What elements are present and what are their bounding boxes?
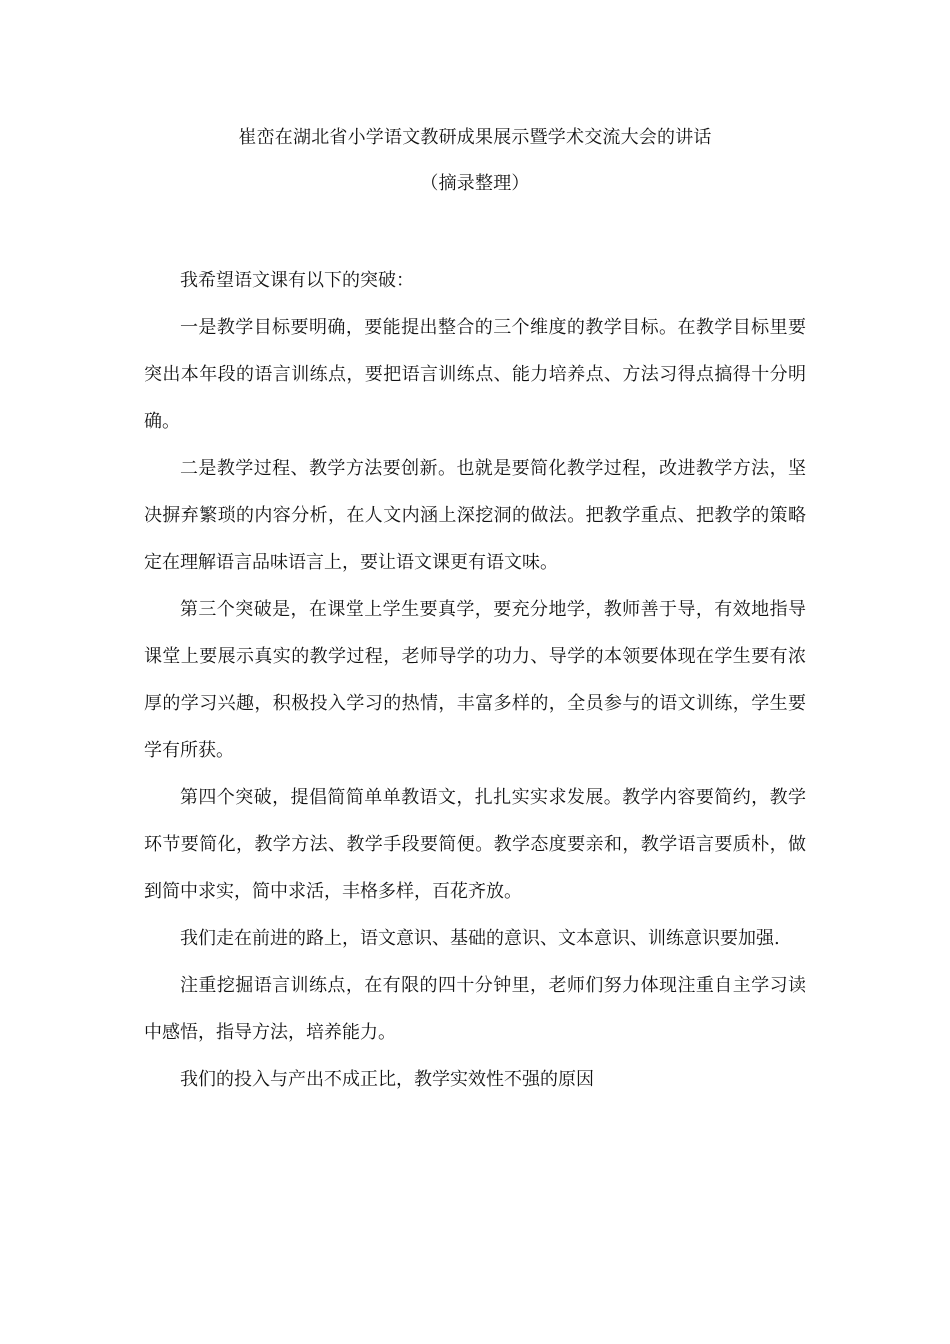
paragraph: 二是教学过程、教学方法要创新。也就是要简化教学过程，改进教学方法，坚决摒弃繁琐的内容分析，在人文内涵上深挖洞的做法。把教学重点、把教学的策略定在理解语言品味语言上，要让语文课更有语文味。	[144, 458, 806, 573]
paragraph: 我们的投入与产出不成正比，教学实效性不强的原因	[180, 1069, 594, 1090]
document-title: 崔峦在湖北省小学语文教研成果展示暨学术交流大会的讲话	[238, 127, 712, 148]
paragraph: 注重挖掘语言训练点，在有限的四十分钟里，老师们努力体现注重自主学习读中感悟，指导方法，培养能力。	[144, 975, 806, 1043]
paragraph: 第四个突破，提倡简简单单教语文，扎扎实实求发展。教学内容要简约，教学环节要简化，教学方法、教学手段要简便。教学态度要亲和，教学语言要质朴，做到简中求实，简中求活，丰格多样，百花齐放。	[144, 787, 806, 902]
paragraph: 我们走在前进的路上，语文意识、基础的意识、文本意识、训练意识要加强.	[180, 928, 780, 949]
paragraph: 第三个突破是，在课堂上学生要真学，要充分地学，教师善于导，有效地指导课堂上要展示真实的教学过程，老师导学的功力、导学的本领要体现在学生要有浓厚的学习兴趣，积极投入学习的热情，丰富多样的，全员参与的语文训练，学生要学有所获。	[144, 599, 806, 761]
document-subtitle: （摘录整理）	[420, 173, 530, 194]
paragraph: 我希望语文课有以下的突破：	[180, 270, 414, 291]
paragraph: 一是教学目标要明确，要能提出整合的三个维度的教学目标。在教学目标里要突出本年段的语言训练点，要把语言训练点、能力培养点、方法习得点搞得十分明确。	[144, 317, 806, 432]
document-body	[144, 257, 806, 1103]
